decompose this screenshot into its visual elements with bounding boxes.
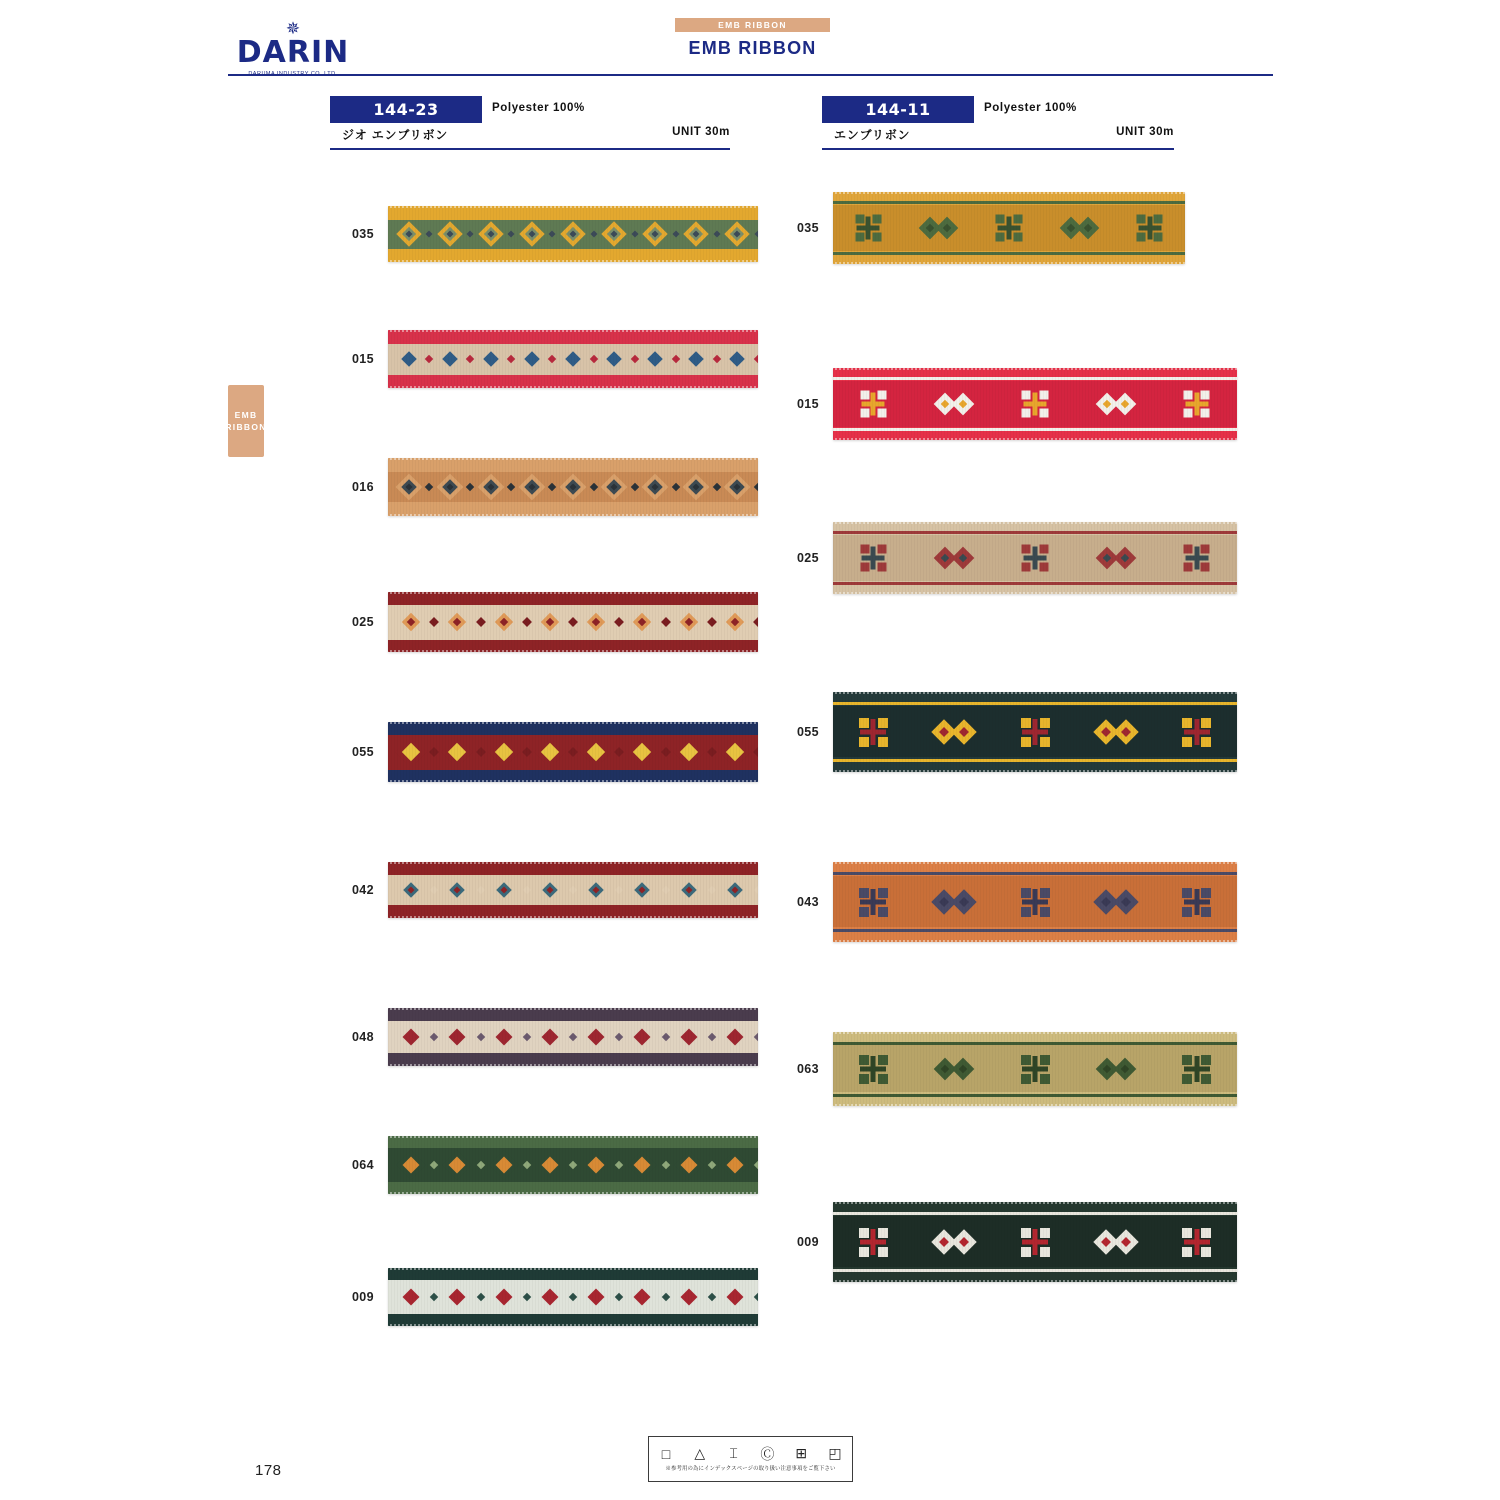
weave-texture — [833, 368, 1237, 440]
weave-texture — [833, 1202, 1237, 1282]
brand-name: DARIN — [236, 35, 350, 70]
ribbon-swatch-015 — [833, 368, 1237, 440]
weave-texture — [833, 522, 1237, 594]
item-code: 016 — [351, 480, 374, 494]
group-divider — [330, 148, 730, 150]
ribbon-swatch-042 — [388, 862, 758, 918]
group-unit: UNIT 30m — [1116, 126, 1174, 138]
weave-texture — [388, 1136, 758, 1194]
table-row — [775, 862, 1237, 942]
dry-in-shade-icon: ◰ — [828, 1445, 842, 1461]
care-note: ※参考用の為にインデックスページの取り扱い注意事項をご覧下さい — [665, 1466, 836, 1472]
category-badge — [675, 18, 830, 32]
ribbon-swatch-009 — [388, 1268, 758, 1326]
table-row — [330, 722, 758, 782]
care-icon-row — [649, 1437, 852, 1467]
table-row — [330, 862, 758, 918]
side-tab-line1: EMB — [234, 409, 258, 420]
weave-texture — [833, 862, 1237, 942]
weave-texture — [388, 330, 758, 388]
no-tumble-dry-icon: ⊞ — [795, 1445, 808, 1461]
group-name: エンブリボン — [834, 128, 911, 142]
ribbon-swatch-025 — [388, 592, 758, 652]
item-code: 035 — [351, 227, 374, 241]
group-code-chip — [330, 96, 482, 123]
sun-burst-icon: ✵ — [285, 19, 301, 38]
header-divider — [228, 74, 1273, 76]
group-material: Polyester 100% — [984, 102, 1077, 114]
item-code: 015 — [351, 352, 374, 366]
page-number: 178 — [255, 1462, 282, 1479]
item-code: 043 — [796, 895, 819, 909]
item-code: 015 — [796, 397, 819, 411]
item-code: 055 — [796, 725, 819, 739]
group-code: 144-11 — [865, 100, 931, 119]
table-row — [330, 592, 758, 652]
ribbon-swatch-055 — [388, 722, 758, 782]
ribbon-swatch-035 — [833, 192, 1185, 264]
table-row — [775, 1202, 1237, 1282]
no-bleach-icon: △ — [694, 1445, 706, 1461]
ribbon-swatch-063 — [833, 1032, 1237, 1106]
item-code: 064 — [351, 1158, 374, 1172]
group-header — [330, 96, 730, 150]
table-row — [775, 522, 1237, 594]
ribbon-swatch-048 — [388, 1008, 758, 1066]
item-code: 009 — [796, 1235, 819, 1249]
ribbon-swatch-035 — [388, 206, 758, 262]
no-dryclean-icon: Ⓒ — [760, 1445, 775, 1462]
weave-texture — [833, 692, 1237, 772]
group-144-11 — [822, 96, 1174, 150]
side-tab-emb-ribbon — [225, 385, 267, 457]
table-row — [775, 368, 1237, 440]
table-row — [775, 1032, 1237, 1106]
group-unit: UNIT 30m — [672, 126, 730, 138]
category-badge-label: EMB RIBBON — [718, 20, 787, 30]
table-row — [330, 330, 758, 388]
table-row — [775, 692, 1237, 772]
weave-texture — [388, 722, 758, 782]
table-row — [775, 192, 1185, 264]
weave-texture — [833, 1032, 1237, 1106]
item-code: 063 — [796, 1062, 819, 1076]
item-code: 048 — [351, 1030, 374, 1044]
item-code: 042 — [351, 883, 374, 897]
weave-texture — [388, 1008, 758, 1066]
ribbon-swatch-043 — [833, 862, 1237, 942]
weave-texture — [833, 192, 1185, 264]
ribbon-swatch-015 — [388, 330, 758, 388]
table-row — [330, 206, 758, 262]
group-header — [822, 96, 1174, 150]
wash-by-hand-icon: □ — [661, 1445, 671, 1462]
side-tab-line2: RIBBON — [225, 422, 267, 432]
table-row — [330, 1008, 758, 1066]
care-instructions-box — [648, 1436, 853, 1482]
group-divider — [822, 148, 1174, 150]
ribbon-swatch-016 — [388, 458, 758, 516]
group-code-chip — [822, 96, 974, 123]
iron-low-icon: ⌶ — [729, 1445, 738, 1461]
ribbon-swatch-009 — [833, 1202, 1237, 1282]
ribbon-swatch-055 — [833, 692, 1237, 772]
item-code: 025 — [796, 551, 819, 565]
item-code: 025 — [351, 615, 374, 629]
weave-texture — [388, 862, 758, 918]
group-code: 144-23 — [373, 100, 439, 119]
group-144-23 — [330, 96, 730, 150]
table-row — [330, 458, 758, 516]
table-row — [330, 1268, 758, 1326]
item-code: 035 — [796, 221, 819, 235]
weave-texture — [388, 592, 758, 652]
group-material: Polyester 100% — [492, 102, 585, 114]
table-row — [330, 1136, 758, 1194]
ribbon-swatch-064 — [388, 1136, 758, 1194]
brand-logo — [228, 20, 358, 72]
weave-texture — [388, 206, 758, 262]
weave-texture — [388, 1268, 758, 1326]
ribbon-swatch-025 — [833, 522, 1237, 594]
page-title: EMB RIBBON — [688, 38, 817, 58]
item-code: 055 — [351, 745, 374, 759]
item-code: 009 — [351, 1290, 374, 1304]
group-name: ジオ エンブリボン — [342, 128, 449, 142]
weave-texture — [388, 458, 758, 516]
